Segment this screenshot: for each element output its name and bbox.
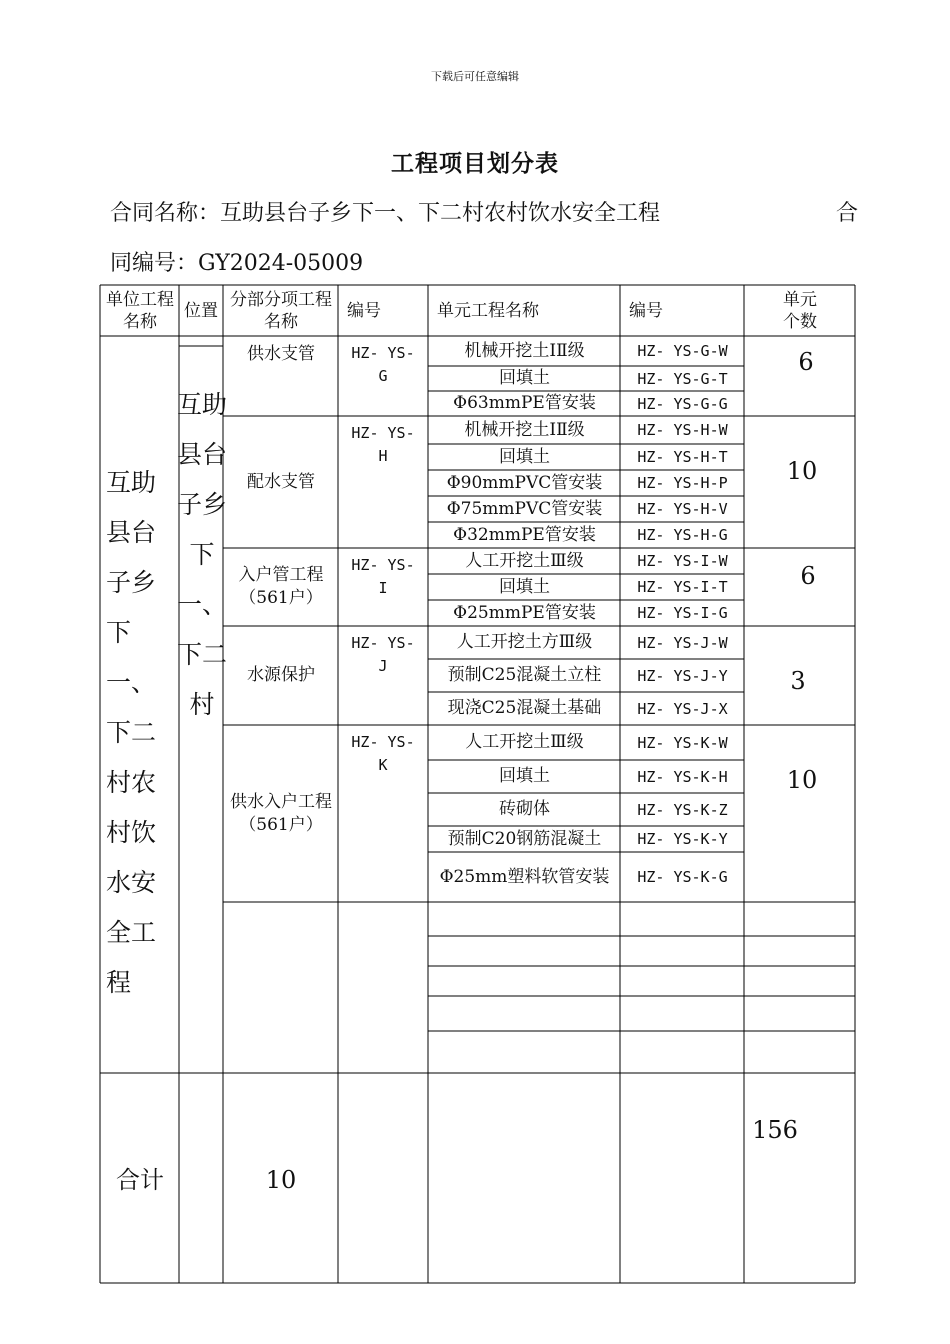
element-code: HZ- YS-J-W — [637, 633, 728, 652]
element-name: 人工开挖土Ⅲ级 — [465, 732, 584, 753]
download-notice: 下载后可任意编辑 — [431, 70, 519, 83]
element-name: 砖砌体 — [499, 799, 550, 820]
element-code: HZ- YS-J-Y — [637, 666, 728, 685]
header-position: 位置 — [184, 300, 218, 321]
total-sub-count: 10 — [265, 1165, 297, 1194]
element-code: HZ- YS-H-G — [637, 526, 728, 544]
unit-project-name: 互助县台子乡下一、下二村农村饮水安全工程 — [106, 468, 157, 997]
position-name: 互助县台子乡下一、下二村 — [177, 390, 228, 719]
page-title: 工程项目划分表 — [391, 150, 559, 177]
element-count: 10 — [786, 765, 818, 794]
sub-project-name: 配水支管 — [247, 471, 315, 492]
element-name: 回填土 — [499, 576, 550, 597]
element-name: 预制C25混凝土立柱 — [447, 665, 602, 686]
element-code: HZ- YS-H-W — [637, 421, 728, 439]
header-unit-project: 单位工程名称 — [106, 289, 174, 332]
header-element-count: 单元个数 — [783, 289, 817, 332]
element-name: 机械开挖土ⅠⅡ级 — [464, 419, 585, 440]
sub-project-code: HZ- YS-H — [351, 424, 415, 466]
element-code: HZ- YS-K-Z — [637, 800, 728, 819]
element-code: HZ- YS-G-T — [637, 369, 728, 388]
element-name: Φ25mmPE管安装 — [453, 602, 596, 623]
element-code: HZ- YS-G-G — [637, 394, 728, 413]
sub-project-name: 供水支管 — [247, 344, 315, 364]
header-element-code: 编号 — [629, 300, 663, 321]
sub-project-name: 供水入户工程（561户） — [230, 791, 332, 835]
element-code: HZ- YS-H-T — [637, 448, 728, 466]
sub-project-name: 入户管工程（561户） — [238, 565, 324, 608]
element-name: 预制C20钢筋混凝土 — [447, 828, 602, 849]
element-code: HZ- YS-K-W — [637, 733, 728, 752]
element-count: 6 — [798, 347, 814, 376]
element-code: HZ- YS-I-G — [637, 604, 728, 622]
total-label: 合计 — [116, 1165, 164, 1194]
sub-project-code: HZ- YS-I — [351, 556, 415, 598]
header-code: 编号 — [347, 300, 381, 321]
element-code: HZ- YS-K-Y — [637, 830, 728, 848]
element-name: Φ32mmPE管安装 — [453, 524, 596, 545]
sub-project-code: HZ- YS-G — [351, 344, 415, 386]
element-name: Φ25mm塑料软管安装 — [439, 866, 610, 887]
element-name: 回填土 — [499, 368, 550, 389]
contract-name-line: 合同名称：互助县台子乡下一、下二村农村饮水安全工程 — [110, 201, 661, 226]
sub-project-code: HZ- YS-K — [351, 733, 415, 775]
element-code: HZ- YS-G-W — [637, 342, 728, 360]
element-code: HZ- YS-H-P — [637, 474, 728, 492]
element-name: 人工开挖土Ⅲ级 — [465, 550, 584, 571]
element-name: Φ75mmPVC管安装 — [446, 498, 603, 519]
element-name: 现浇C25混凝土基础 — [447, 698, 602, 719]
element-name: 机械开挖土ⅠⅡ级 — [464, 340, 585, 361]
element-name: 人工开挖土方Ⅲ级 — [456, 632, 593, 653]
element-code: HZ- YS-K-G — [637, 868, 728, 886]
header-sub-project: 分部分项工程名称 — [230, 289, 332, 332]
sub-project-code: HZ- YS-J — [351, 634, 415, 676]
header-element-name: 单元工程名称 — [437, 300, 539, 321]
element-code: HZ- YS-H-V — [637, 500, 728, 518]
element-count: 10 — [786, 456, 818, 485]
contract-line-tail: 合 — [836, 201, 859, 226]
total-element-count: 156 — [752, 1115, 798, 1144]
element-name: 回填土 — [499, 446, 550, 467]
element-code: HZ- YS-K-H — [637, 767, 728, 786]
element-count: 6 — [800, 561, 816, 590]
sub-project-name: 水源保护 — [247, 665, 315, 686]
element-code: HZ- YS-I-W — [637, 552, 728, 570]
element-name: Φ63mmPE管安装 — [453, 393, 596, 414]
element-name: 回填土 — [499, 766, 550, 787]
element-count: 3 — [790, 666, 806, 695]
element-code: HZ- YS-J-X — [637, 699, 728, 718]
contract-number-line: 同编号：GY2024-05009 — [110, 251, 364, 276]
element-name: Φ90mmPVC管安装 — [446, 472, 603, 493]
element-code: HZ- YS-I-T — [637, 578, 728, 596]
